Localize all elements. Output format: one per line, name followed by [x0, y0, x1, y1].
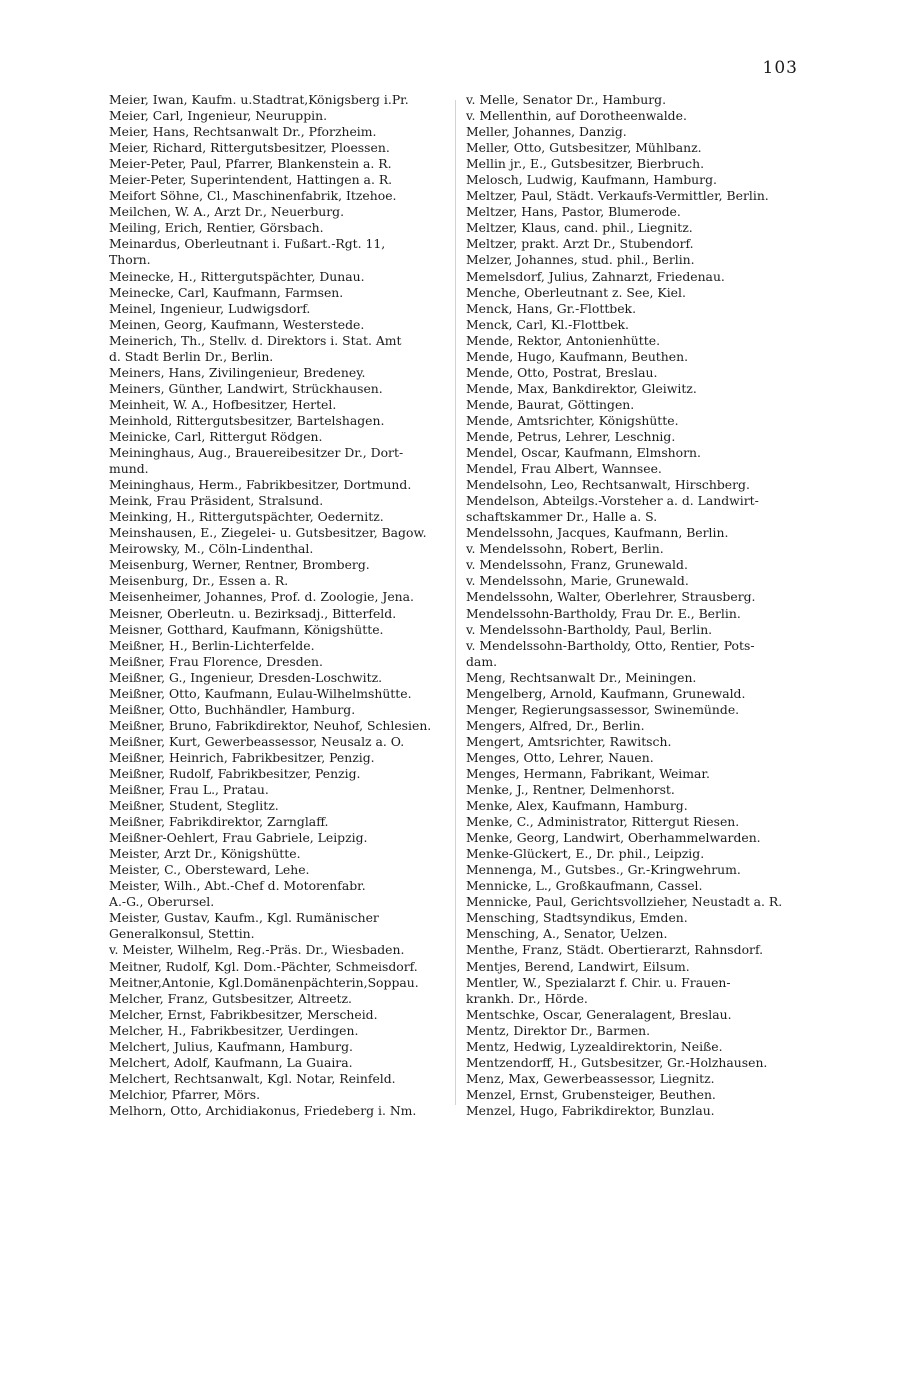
directory-entry-line: Meltzer, Klaus, cand. phil., Liegnitz. — [466, 220, 693, 236]
directory-entry-line: Meißner-Oehlert, Frau Gabriele, Leipzig. — [109, 830, 368, 846]
directory-entry-line: Melcher, Franz, Gutsbesitzer, Altreetz. — [109, 990, 352, 1006]
directory-entry-line: Meilchen, W. A., Arzt Dr., Neuerburg. — [109, 204, 345, 220]
directory-entry-line: Meinking, H., Rittergutspächter, Oedernitz. — [109, 509, 384, 525]
directory-entry-line: Meißner, H., Berlin-Lichterfelde. — [109, 637, 315, 653]
directory-entry-line: v. Melle, Senator Dr., Hamburg. — [466, 92, 667, 107]
directory-entry-line: Mendelsohn, Leo, Rechtsanwalt, Hirschberg. — [466, 477, 750, 493]
directory-entry-line: v. Mendelssohn, Marie, Grunewald. — [466, 573, 689, 589]
directory-entry-line: Menges, Otto, Lehrer, Nauen. — [466, 749, 654, 765]
directory-entry-line: Meinheit, W. A., Hofbesitzer, Hertel. — [109, 396, 337, 412]
directory-entry-line: Mende, Petrus, Lehrer, Leschnig. — [466, 428, 676, 444]
directory-entry-line: Menthe, Franz, Städt. Obertierarzt, Rahnsdorf. — [466, 942, 764, 958]
right-column — [466, 92, 800, 1119]
directory-entry-line: A.-G., Oberursel. — [109, 894, 215, 910]
directory-entry-line: Meifort Söhne, Cl., Maschinenfabrik, Itzehoe. — [109, 188, 397, 204]
directory-entry-line: Meier, Hans, Rechtsanwalt Dr., Pforzheim. — [109, 124, 377, 140]
directory-entry-line: Meister, Arzt Dr., Königshütte. — [109, 846, 301, 862]
directory-entry-line: Meißner, Otto, Buchhändler, Hamburg. — [109, 701, 356, 717]
directory-entry-line: Meißner, Bruno, Fabrikdirektor, Neuhof, Schlesien. — [109, 717, 432, 733]
directory-entry-line: Meirowsky, M., Cöln-Lindenthal. — [109, 541, 314, 557]
directory-entry-line: Menzel, Hugo, Fabrikdirektor, Bunzlau. — [466, 1102, 715, 1118]
directory-entry-line: Meißner, Rudolf, Fabrikbesitzer, Penzig. — [109, 765, 361, 781]
directory-entry-line: v. Mendelssohn-Bartholdy, Paul, Berlin. — [466, 621, 713, 637]
directory-entry-line: mund. — [109, 461, 149, 477]
directory-entry-line: Meitner, Rudolf, Kgl. Dom.-Pächter, Schmeisdorf. — [109, 958, 418, 974]
directory-entry-line: Meier-Peter, Paul, Pfarrer, Blankenstein a. R. — [109, 156, 392, 172]
directory-entry-line: Menck, Hans, Gr.-Flottbek. — [466, 300, 637, 316]
directory-entry-line: Mende, Otto, Postrat, Breslau. — [466, 364, 658, 380]
directory-entry-line: Meinicke, Carl, Rittergut Rödgen. — [109, 428, 323, 444]
directory-entry-line: krankh. Dr., Hörde. — [466, 990, 588, 1006]
directory-entry-line: Meltzer, prakt. Arzt Dr., Stubendorf. — [466, 236, 694, 252]
directory-entry-line: Meier, Iwan, Kaufm. u.Stadtrat,Königsberg i.Pr. — [109, 92, 409, 107]
directory-entry-line: Mendelssohn-Bartholdy, Frau Dr. E., Berlin. — [466, 605, 741, 621]
directory-entry-line: Meister, C., Obersteward, Lehe. — [109, 862, 310, 878]
directory-entry-line: Meininghaus, Herm., Fabrikbesitzer, Dortmund. — [109, 477, 412, 493]
directory-entry-line: Meller, Johannes, Danzig. — [466, 124, 627, 140]
directory-entry-line: Menke-Glückert, E., Dr. phil., Leipzig. — [466, 846, 705, 862]
directory-entry-line: Melcher, H., Fabrikbesitzer, Uerdingen. — [109, 1022, 359, 1038]
directory-entry-line: Meißner, Student, Steglitz. — [109, 798, 279, 814]
directory-entry-line: Meister, Gustav, Kaufm., Kgl. Rumänischer — [109, 910, 379, 926]
directory-entry-line: Meißner, Heinrich, Fabrikbesitzer, Penzig. — [109, 749, 375, 765]
directory-entry-line: Mendelssohn, Walter, Oberlehrer, Strausberg. — [466, 589, 756, 605]
directory-entry-line: Meinerich, Th., Stellv. d. Direktors i. Stat. Amt — [109, 332, 402, 348]
directory-entry-line: Meisenburg, Werner, Rentner, Bromberg. — [109, 557, 370, 573]
directory-entry-line: Mennenga, M., Gutsbes., Gr.-Kringwehrum. — [466, 862, 741, 878]
directory-entry-line: Meltzer, Paul, Städt. Verkaufs-Vermittler, Berlin. — [466, 188, 769, 204]
directory-entry-line: Mendel, Frau Albert, Wannsee. — [466, 461, 662, 477]
directory-entry-line: Mende, Rektor, Antonienhütte. — [466, 332, 661, 348]
directory-entry-line: Mentz, Hedwig, Lyzealdirektorin, Neiße. — [466, 1038, 723, 1054]
directory-entry-line: Meinshausen, E., Ziegelei- u. Gutsbesitzer, Bagow. — [109, 525, 427, 541]
directory-entry-line: Meltzer, Hans, Pastor, Blumerode. — [466, 204, 681, 220]
directory-entry-line: Mentzendorff, H., Gutsbesitzer, Gr.-Holzhausen. — [466, 1054, 768, 1070]
directory-entry-line: schaftskammer Dr., Halle a. S. — [466, 509, 658, 525]
directory-entry-line: Mensching, Stadtsyndikus, Emden. — [466, 910, 688, 926]
directory-entry-line: Mende, Hugo, Kaufmann, Beuthen. — [466, 348, 689, 364]
directory-entry-line: Melhorn, Otto, Archidiakonus, Friedeberg i. Nm. — [109, 1102, 417, 1118]
directory-entry-line: Melchert, Adolf, Kaufmann, La Guaira. — [109, 1054, 353, 1070]
directory-entry-line: Meißner, Fabrikdirektor, Zarnglaff. — [109, 814, 329, 830]
directory-entry-line: Meininghaus, Aug., Brauereibesitzer Dr., Dort- — [109, 445, 404, 461]
directory-entry-line: Mengers, Alfred, Dr., Berlin. — [466, 717, 645, 733]
directory-entry-line: Mentz, Direktor Dr., Barmen. — [466, 1022, 651, 1038]
directory-entry-line: Meißner, G., Ingenieur, Dresden-Loschwitz. — [109, 669, 383, 685]
directory-entry-line: Menche, Oberleutnant z. See, Kiel. — [466, 284, 686, 300]
directory-entry-line: Menke, J., Rentner, Delmenhorst. — [466, 782, 675, 798]
directory-entry-line: Meiners, Günther, Landwirt, Strückhausen. — [109, 380, 383, 396]
directory-entry-line: v. Mellenthin, auf Dorotheenwalde. — [466, 108, 687, 124]
directory-entry-line: Menke, C., Administrator, Rittergut Riesen. — [466, 814, 740, 830]
directory-entry-line: Melzer, Johannes, stud. phil., Berlin. — [466, 252, 695, 268]
directory-entry-line: Melcher, Ernst, Fabrikbesitzer, Merscheid. — [109, 1006, 378, 1022]
directory-entry-line: v. Mendelssohn, Robert, Berlin. — [466, 541, 664, 557]
directory-entry-line: Menke, Georg, Landwirt, Oberhammelwarden. — [466, 830, 761, 846]
directory-entry-line: Meisner, Oberleutn. u. Bezirksadj., Bitterfeld. — [109, 605, 397, 621]
directory-entry-line: Menz, Max, Gewerbeassessor, Liegnitz. — [466, 1070, 715, 1086]
directory-entry-line: Mengelberg, Arnold, Kaufmann, Grunewald. — [466, 685, 746, 701]
directory-entry-line: Meißner, Kurt, Gewerbeassessor, Neusalz a. O. — [109, 733, 405, 749]
directory-entry-line: Mentschke, Oscar, Generalagent, Breslau. — [466, 1006, 732, 1022]
directory-entry-line: Meinardus, Oberleutnant i. Fußart.-Rgt. 11, — [109, 236, 386, 252]
directory-entry-line: v. Mendelssohn, Franz, Grunewald. — [466, 557, 688, 573]
directory-entry-line: d. Stadt Berlin Dr., Berlin. — [109, 348, 274, 364]
directory-entry-line: Menck, Carl, Kl.-Flottbek. — [466, 316, 629, 332]
directory-entry-line: Meisner, Gotthard, Kaufmann, Königshütte. — [109, 621, 384, 637]
directory-entry-line: Melchior, Pfarrer, Mörs. — [109, 1086, 261, 1102]
directory-entry-line: Meinecke, H., Rittergutspächter, Dunau. — [109, 268, 365, 284]
directory-entry-line: Mende, Baurat, Göttingen. — [466, 396, 635, 412]
directory-entry-line: Meißner, Frau L., Pratau. — [109, 782, 269, 798]
directory-entry-line: Melchert, Rechtsanwalt, Kgl. Notar, Reinfeld. — [109, 1070, 396, 1086]
directory-entry-line: Meinecke, Carl, Kaufmann, Farmsen. — [109, 284, 344, 300]
directory-entry-line: Mensching, A., Senator, Uelzen. — [466, 926, 668, 942]
directory-entry-line: Melosch, Ludwig, Kaufmann, Hamburg. — [466, 172, 717, 188]
directory-entry-line: Mendelssohn, Jacques, Kaufmann, Berlin. — [466, 525, 729, 541]
directory-entry-line: Mende, Max, Bankdirektor, Gleiwitz. — [466, 380, 697, 396]
left-column — [109, 92, 445, 1119]
directory-entry-line: Meink, Frau Präsident, Stralsund. — [109, 493, 324, 509]
directory-entry-line: Meinhold, Rittergutsbesitzer, Bartelshagen. — [109, 412, 385, 428]
directory-entry-line: Mende, Amtsrichter, Königshütte. — [466, 412, 679, 428]
directory-entry-line: Meisenburg, Dr., Essen a. R. — [109, 573, 289, 589]
directory-entry-line: Generalkonsul, Stettin. — [109, 926, 255, 942]
directory-entry-line: v. Mendelssohn-Bartholdy, Otto, Rentier, Pots- — [466, 637, 755, 653]
directory-entry-line: Mennicke, Paul, Gerichtsvollzieher, Neustadt a. R. — [466, 894, 783, 910]
directory-entry-line: Meller, Otto, Gutsbesitzer, Mühlbanz. — [466, 140, 702, 156]
directory-entry-line: Mendelson, Abteilgs.-Vorsteher a. d. Landwirt- — [466, 493, 759, 509]
directory-entry-line: Mengert, Amtsrichter, Rawitsch. — [466, 733, 672, 749]
directory-entry-line: Menger, Regierungsassessor, Swinemünde. — [466, 701, 740, 717]
directory-entry-line: v. Meister, Wilhelm, Reg.-Präs. Dr., Wiesbaden. — [109, 942, 405, 958]
page-number: 103 — [762, 58, 798, 78]
directory-entry-line: Menges, Hermann, Fabrikant, Weimar. — [466, 765, 710, 781]
directory-entry-line: Meißner, Frau Florence, Dresden. — [109, 653, 323, 669]
directory-entry-line: dam. — [466, 653, 498, 669]
directory-entry-line: Mellin jr., E., Gutsbesitzer, Bierbruch. — [466, 156, 705, 172]
directory-entry-line: Meinel, Ingenieur, Ludwigsdorf. — [109, 300, 311, 316]
directory-entry-line: Meier, Richard, Rittergutsbesitzer, Ploessen. — [109, 140, 390, 156]
directory-entry-line: Mennicke, L., Großkaufmann, Cassel. — [466, 878, 703, 894]
directory-entry-line: Thorn. — [109, 252, 151, 268]
directory-entry-line: Meier, Carl, Ingenieur, Neuruppin. — [109, 108, 328, 124]
directory-entry-line: Meißner, Otto, Kaufmann, Eulau-Wilhelmshütte. — [109, 685, 412, 701]
directory-entry-line: Memelsdorf, Julius, Zahnarzt, Friedenau. — [466, 268, 725, 284]
directory-entry-line: Mendel, Oscar, Kaufmann, Elmshorn. — [466, 445, 701, 461]
directory-entry-line: Meng, Rechtsanwalt Dr., Meiningen. — [466, 669, 697, 685]
directory-entry-line: Meinen, Georg, Kaufmann, Westerstede. — [109, 316, 365, 332]
directory-entry-line: Menzel, Ernst, Grubensteiger, Beuthen. — [466, 1086, 716, 1102]
directory-entry-line: Meisenheimer, Johannes, Prof. d. Zoologie, Jena. — [109, 589, 414, 605]
directory-entry-line: Meiners, Hans, Zivilingenieur, Bredeney. — [109, 364, 366, 380]
directory-entry-line: Melchert, Julius, Kaufmann, Hamburg. — [109, 1038, 353, 1054]
directory-entry-line: Meister, Wilh., Abt.-Chef d. Motorenfabr. — [109, 878, 366, 894]
directory-entry-line: Mentjes, Berend, Landwirt, Eilsum. — [466, 958, 690, 974]
directory-entry-line: Meiling, Erich, Rentier, Görsbach. — [109, 220, 324, 236]
directory-entry-line: Meier-Peter, Superintendent, Hattingen a. R. — [109, 172, 393, 188]
directory-entry-line: Mentler, W., Spezialarzt f. Chir. u. Frauen- — [466, 974, 731, 990]
directory-entry-line: Meitner,Antonie, Kgl.Domänenpächterin,Soppau. — [109, 974, 419, 990]
column-divider — [455, 100, 456, 1105]
directory-entry-line: Menke, Alex, Kaufmann, Hamburg. — [466, 798, 688, 814]
